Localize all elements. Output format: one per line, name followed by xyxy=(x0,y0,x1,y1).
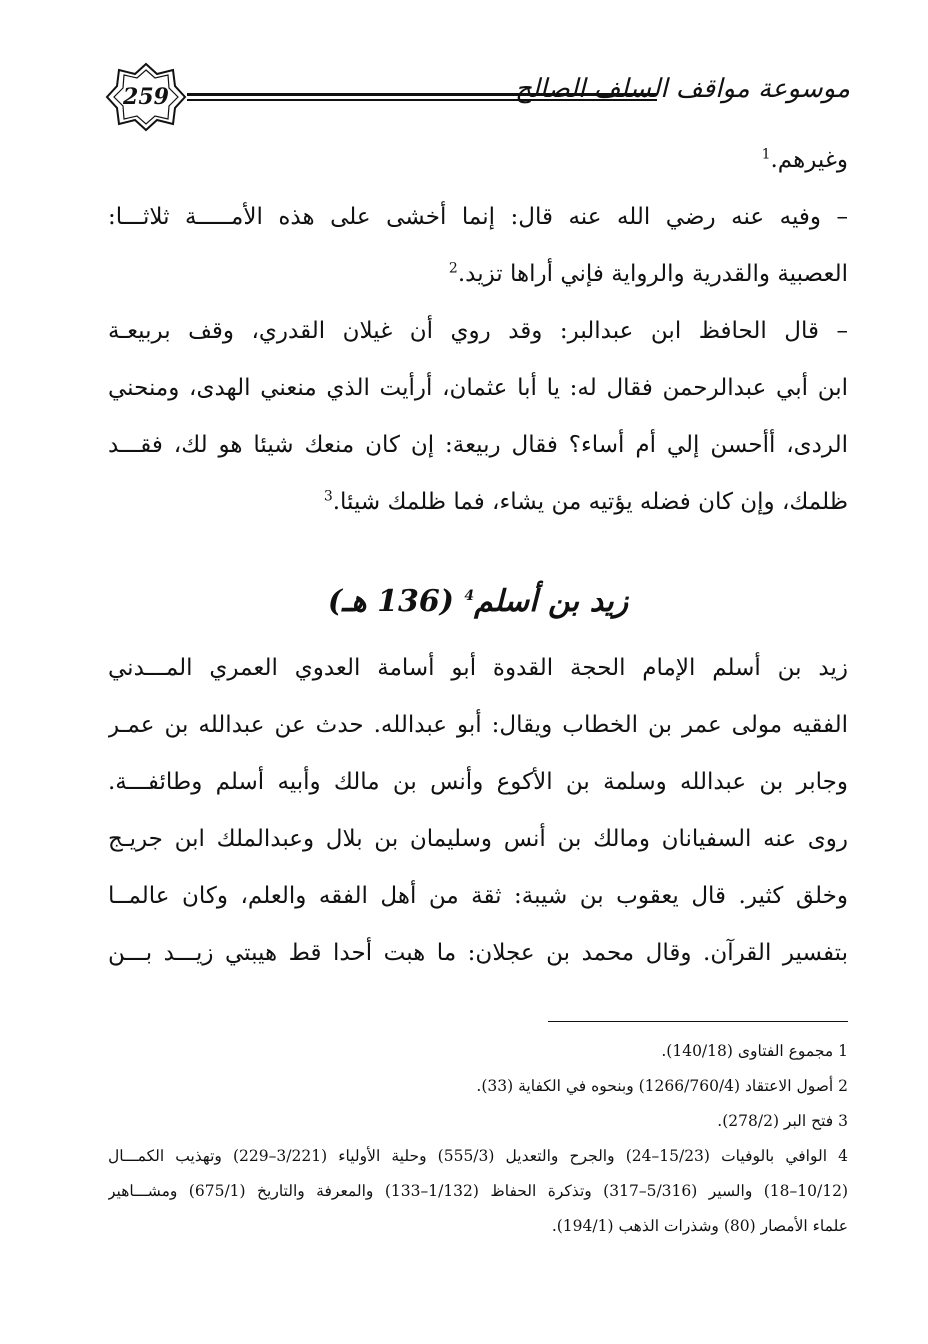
text-line: ظلمك، وإن كان فضله يؤتيه من يشاء، فما ظلمك شيئا.$^3$ xyxy=(323,488,848,515)
footnotes xyxy=(108,1034,848,1244)
footnote-separator xyxy=(548,1021,848,1022)
text-line: ابن أبي عبدالرحمن فقال له: يا أبا عثمان، أرأيت الذي منعني الهدى، ومنحني xyxy=(108,375,848,401)
text-line: العصبية والقدرية والرواية فإني أراها تزيد.$^2$ xyxy=(448,260,848,287)
text-line: روى عنه السفيانان ومالك بن أنس وسليمان بن بلال وعبدالملك ابن جريـج xyxy=(108,826,848,852)
footnote-ref: 2 xyxy=(448,260,458,277)
bio-text-block xyxy=(108,640,848,982)
text-line: وغيرهم.$^1$ xyxy=(761,146,848,173)
text-line: وخلق كثير. قال يعقوب بن شيبة: ثقة من أهل الفقه والعلم، وكان عالمــا xyxy=(108,883,848,909)
text-line: بتفسير القرآن. وقال محمد بن عجلان: ما هبت أحدا قط هيبتي زيـــد بـــن xyxy=(108,940,848,966)
text-line: الفقيه مولى عمر بن الخطاب ويقال: أبو عبدالله. حدث عن عبدالله بن عمـر xyxy=(108,712,848,738)
series-title: موسوعة مواقف السلف الصالح xyxy=(515,74,850,104)
footnote: 3 فتح البر (278/2). xyxy=(717,1112,848,1130)
page-header xyxy=(105,62,850,132)
upper-text-block xyxy=(108,132,848,531)
footnote: (10/12–18) والسير (5/316–317) وتذكرة الحفاظ (1/132–133) والمعرفة والتاريخ (675/1) ومشـــاهير xyxy=(108,1182,848,1200)
section-title-name: زيد بن أسلم xyxy=(474,584,629,619)
section-title-year: (136 هـ) xyxy=(327,584,454,619)
footnote: علماء الأمصار (80) وشذرات الذهب (194/1). xyxy=(551,1217,848,1235)
page-number-badge xyxy=(105,62,187,132)
section-title xyxy=(108,584,848,619)
text-line: – وفيه عنه رضي الله عنه قال: إنما أخشى على هذه الأمـــــة ثلاثـــا: xyxy=(108,204,848,230)
page-number: 259 xyxy=(123,84,169,110)
footnote-ref: 3 xyxy=(323,488,333,505)
footnote: 2 أصول الاعتقاد (1266/760/4) وبنحوه في الكفاية (33). xyxy=(476,1077,848,1095)
text-line: وجابر بن عبدالله وسلمة بن الأكوع وأنس بن مالك وأبيه أسلم وطائفـــة. xyxy=(108,769,848,795)
text-line: – قال الحافظ ابن عبدالبر: وقد روي أن غيلان القدري، وقف بربيعـة xyxy=(108,318,848,344)
footnote-ref: 4 xyxy=(464,588,475,604)
footnote-ref: 1 xyxy=(761,146,771,163)
footnote: 4 الوافي بالوفيات (15/23–24) والجرح والتعديل (555/3) وحلية الأولياء (3/221–229) وتهذيب الكمـــال xyxy=(108,1147,848,1165)
text-line: الردى، أأحسن إلي أم أساء؟ فقال ربيعة: إن كان منعك شيئا هو لك، فقـــد xyxy=(108,432,848,458)
text-line: زيد بن أسلم الإمام الحجة القدوة أبو أسامة العدوي العمري المـــدني xyxy=(108,655,848,681)
footnote: 1 مجموع الفتاوى (140/18). xyxy=(661,1042,848,1060)
